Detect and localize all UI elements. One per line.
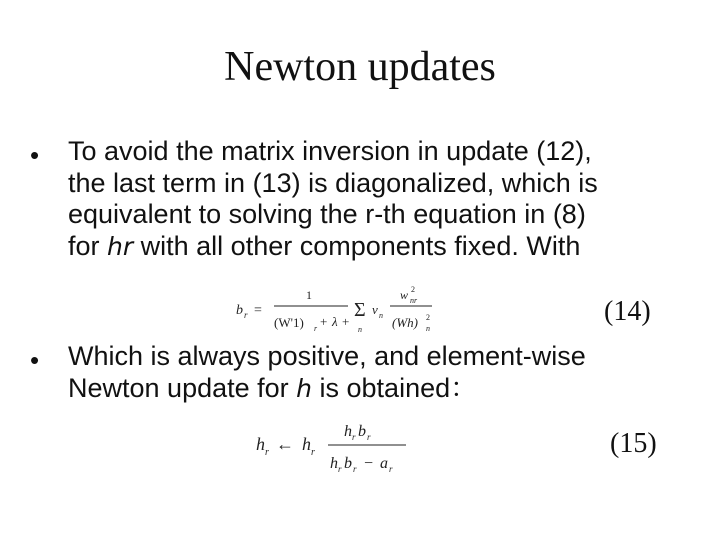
eq14-v-sub: n — [379, 311, 383, 320]
slide-title: Newton updates — [224, 44, 496, 90]
eq14-v: v — [372, 302, 378, 317]
eq14-equals: = — [254, 303, 262, 318]
p2-line-2-suffix: is obtained： — [312, 372, 478, 403]
eq15-rhs-sub: r — [311, 447, 315, 458]
eq15-rhs: h — [302, 434, 311, 454]
eq14-plus2: + — [342, 314, 350, 329]
eq15-den-h: h — [330, 455, 338, 472]
equation-15 — [250, 416, 430, 478]
eq14-frac2-den-sup: 2 — [426, 313, 430, 322]
paragraph-1-line-3: equivalent to solving the r-th equation in (8) — [68, 199, 586, 229]
paragraph-2-line-1: Which is always positive, and element-wise — [68, 341, 586, 371]
eq15-num-b-sub: r — [367, 432, 371, 442]
paragraph-2 — [68, 341, 586, 404]
paragraph-1-line-1: To avoid the matrix inversion in update (12), — [68, 136, 592, 166]
equation-14 — [230, 282, 450, 336]
variable-h: h — [296, 373, 313, 403]
eq14-frac2-den-sub: n — [426, 324, 430, 333]
eq15-den-a-sub: r — [389, 464, 393, 474]
line-4-prefix: for — [68, 230, 108, 261]
paragraph-1 — [68, 136, 598, 262]
variable-hr: hr — [107, 231, 134, 261]
eq15-minus: − — [364, 455, 374, 472]
eq14-frac1-den-sub: r — [314, 324, 318, 333]
paragraph-1-line-4 — [68, 231, 598, 263]
line-4-suffix: with all other components fixed. With — [133, 230, 581, 261]
bullet-2: • — [30, 345, 40, 375]
eq14-frac1-num: 1 — [306, 288, 312, 302]
eq14-frac2-num-sup: 2 — [411, 285, 415, 294]
eq15-arrow: ← — [276, 434, 294, 454]
equation-15-number: (15) — [610, 428, 657, 459]
eq14-frac2-den: (Wh) — [392, 315, 418, 330]
eq15-den-h-sub: r — [338, 464, 342, 474]
eq14-plus: + — [320, 314, 328, 329]
p2-line-2-prefix: Newton update for — [68, 372, 297, 403]
eq15-num-h: h — [344, 423, 352, 440]
eq14-frac2-num: w — [400, 288, 409, 302]
equation-14-number: (14) — [604, 296, 651, 327]
eq15-num-b: b — [358, 423, 366, 440]
eq15-lhs: h — [256, 434, 265, 454]
eq14-frac2-num-sub: nr — [410, 296, 418, 305]
eq15-den-b-sub: r — [353, 464, 357, 474]
eq15-den-a: a — [380, 455, 388, 472]
paragraph-2-line-2 — [68, 373, 586, 405]
eq14-frac1-den: (W'1) — [274, 315, 304, 330]
paragraph-1-line-2: the last term in (13) is diagonalized, which is — [68, 167, 598, 198]
eq14-sigma: Σ — [354, 299, 366, 321]
bullet-1: • — [30, 140, 40, 170]
eq15-den-b: b — [344, 455, 352, 472]
eq14-lhs: b — [236, 303, 243, 318]
eq14-sum-index: n — [358, 325, 362, 334]
eq14-lhs-sub: r — [244, 310, 248, 320]
eq15-num-h-sub: r — [352, 432, 356, 442]
eq14-lambda: λ — [332, 314, 338, 329]
eq15-lhs-sub: r — [265, 447, 269, 458]
